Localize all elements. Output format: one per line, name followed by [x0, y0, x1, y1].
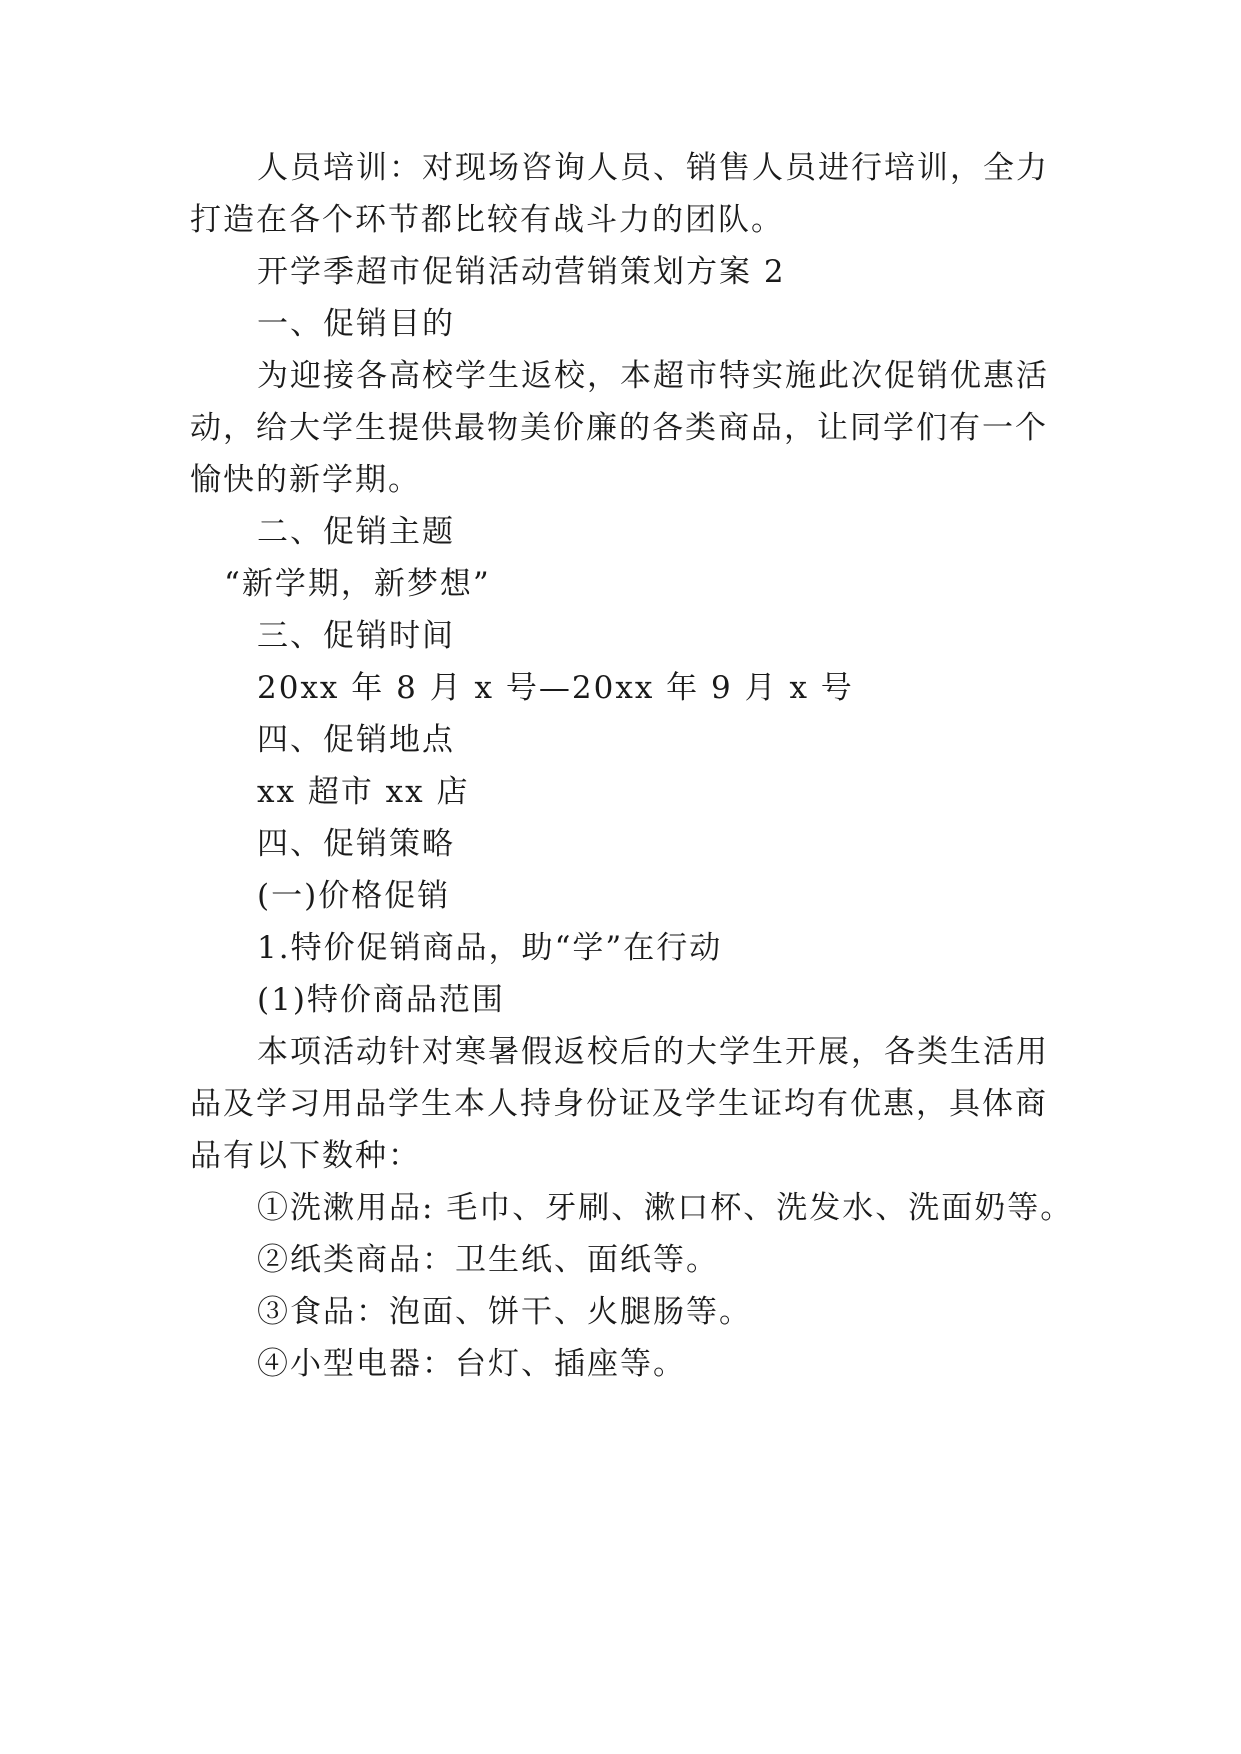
paragraph-range-line-2: 品及学习用品学生本人持身份证及学生证均有优惠，具体商	[190, 1086, 1048, 1122]
promotion-time-text: 20xx 年 8 月 x 号—20xx 年 9 月 x 号	[257, 670, 854, 706]
section-title-plan-2: 开学季超市促销活动营销策划方案 2	[257, 254, 786, 290]
heading-promotion-theme: 二、促销主题	[257, 514, 455, 550]
paragraph-purpose-line-2: 动，给大学生提供最物美价廉的各类商品，让同学们有一个	[190, 410, 1048, 446]
paragraph-purpose-line-3: 愉快的新学期。	[190, 462, 421, 498]
paragraph-purpose-line-1: 为迎接各高校学生返校，本超市特实施此次促销优惠活	[257, 358, 1049, 394]
list-item-food: ③食品：泡面、饼干、火腿肠等。	[257, 1294, 752, 1330]
heading-promotion-purpose: 一、促销目的	[257, 306, 455, 342]
subheading-special-price-goods: 1.特价促销商品，助“学”在行动	[257, 930, 723, 966]
subheading-special-goods-range: (1)特价商品范围	[257, 982, 505, 1018]
paragraph-range-line-3: 品有以下数种：	[190, 1138, 421, 1174]
subheading-price-promotion: (一)价格促销	[257, 878, 451, 914]
promotion-theme-text: “新学期，新梦想”	[224, 566, 491, 602]
promotion-location-text: xx 超市 xx 店	[257, 774, 470, 810]
paragraph-range-line-1: 本项活动针对寒暑假返校后的大学生开展，各类生活用	[257, 1034, 1049, 1070]
list-item-small-appliances: ④小型电器：台灯、插座等。	[257, 1346, 686, 1382]
list-item-toiletries: ①洗漱用品: 毛巾、牙刷、漱口杯、洗发水、洗面奶等。	[257, 1190, 1074, 1226]
list-item-paper-goods: ②纸类商品：卫生纸、面纸等。	[257, 1242, 719, 1278]
heading-promotion-time: 三、促销时间	[257, 618, 455, 654]
heading-promotion-strategy: 四、促销策略	[257, 826, 455, 862]
paragraph-staff-training-line-2: 打造在各个环节都比较有战斗力的团队。	[190, 202, 784, 238]
paragraph-staff-training-line-1: 人员培训：对现场咨询人员、销售人员进行培训，全力	[257, 150, 1049, 186]
heading-promotion-location: 四、促销地点	[257, 722, 455, 758]
